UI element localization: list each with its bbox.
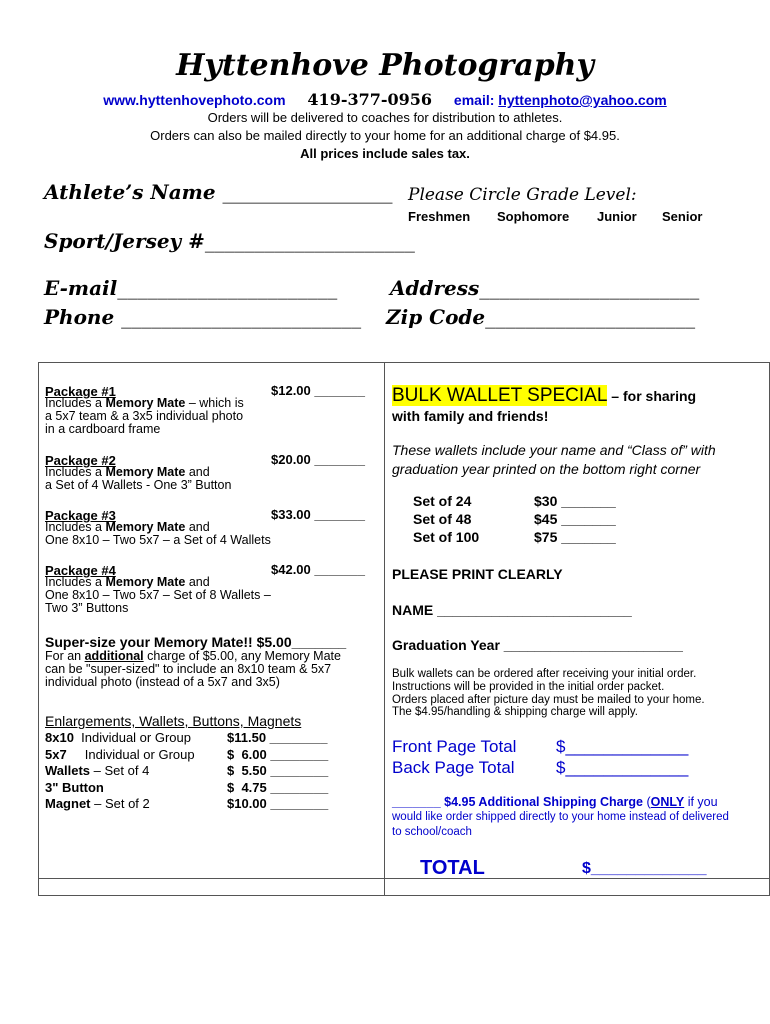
package-desc: and [185, 575, 210, 589]
mail-note: Orders can also be mailed directly to your home for an additional charge of $4.95. [150, 128, 620, 143]
bulk-header [392, 385, 696, 407]
sport-jersey-blank[interactable]: _____________________ [204, 229, 415, 253]
package-desc: Includes a [45, 465, 106, 479]
total-label: TOTAL [420, 857, 485, 879]
bulk-sharing-text: – for sharing [607, 388, 697, 404]
additional-text: additional [84, 649, 144, 663]
set-label: Set of 48 [413, 511, 472, 527]
set-price[interactable]: $75 _______ [534, 529, 616, 545]
shipping-charge-label: $4.95 Additional Shipping Charge [444, 795, 644, 809]
sport-jersey-field[interactable] [44, 229, 415, 253]
grade-sophomore[interactable]: Sophomore [497, 209, 570, 224]
column-divider [384, 362, 385, 896]
graduation-year-field[interactable]: Graduation Year _______________________ [392, 637, 683, 653]
print-clearly: PLEASE PRINT CLEARLY [392, 566, 563, 582]
package-desc: Two 3” Buttons [45, 601, 129, 615]
phone-field[interactable] [44, 305, 361, 329]
tax-note: All prices include sales tax. [300, 146, 470, 161]
shipping-desc: would like order shipped directly to your home instead of delivered [392, 811, 729, 823]
bulk-notes [392, 668, 705, 719]
memory-mate-text: Memory Mate [105, 465, 186, 479]
shipping-rest: if you [684, 795, 718, 809]
item-name: 3" Button [45, 779, 104, 795]
back-page-total-label: Back Page Total [392, 758, 515, 777]
bulk-set-row [413, 529, 643, 547]
package-desc: – which is [185, 396, 244, 410]
back-page-total-value[interactable]: $_____________ [556, 758, 689, 777]
item-name: 5x7 [45, 746, 67, 762]
address-blank[interactable]: ______________________ [479, 276, 700, 300]
item-price[interactable]: $ 4.75 ________ [227, 779, 329, 795]
enlargement-row [45, 796, 345, 813]
package-desc: in a cardboard frame [45, 422, 161, 436]
shipping-charge-line[interactable] [392, 795, 718, 809]
package-price[interactable]: $42.00 _______ [271, 562, 365, 577]
item-desc: Individual or Group [66, 746, 195, 762]
enlargement-row [45, 763, 345, 780]
package-3 [45, 507, 375, 547]
delivery-note: Orders will be delivered to coaches for distribution to athletes. [207, 110, 563, 125]
supersize-title[interactable]: Super-size your Memory Mate!! $5.00_______ [45, 634, 347, 650]
package-2 [45, 452, 375, 492]
grade-freshmen[interactable]: Freshmen [408, 209, 471, 224]
address-label: Address [390, 276, 480, 300]
package-price[interactable]: $20.00 _______ [271, 452, 365, 467]
zip-blank[interactable]: _____________________ [485, 305, 696, 329]
sport-jersey-label: Sport/Jersey # [44, 229, 205, 253]
athlete-name-field[interactable] [44, 180, 393, 204]
memory-mate-text: Memory Mate [105, 520, 186, 534]
package-1 [45, 383, 375, 436]
bulk-note: Orders placed after picture day must be mailed to your home. [392, 693, 705, 706]
website-link[interactable]: www.hyttenhovephoto.com [103, 92, 286, 108]
athlete-name-blank[interactable]: _________________ [222, 180, 393, 204]
package-desc: and [185, 465, 210, 479]
package-desc: a Set of 4 Wallets - One 3” Button [45, 478, 232, 492]
package-title: Package #3 [45, 508, 116, 523]
email-field-label: E-mail [44, 276, 118, 300]
item-desc: – Set of 4 [90, 763, 150, 778]
phone-number: 419-377-0956 [307, 90, 433, 109]
bottom-row-divider [38, 878, 770, 879]
total-value[interactable]: $_____________ [582, 860, 707, 877]
package-desc: and [185, 520, 210, 534]
package-title: Package #2 [45, 453, 116, 468]
package-desc: One 8x10 – Two 5x7 – Set of 8 Wallets – [45, 588, 271, 602]
bulk-wallet-title: BULK WALLET SPECIAL [392, 385, 608, 406]
supersize-desc: individual photo (instead of a 5x7 and 3x5) [45, 675, 280, 689]
front-page-total-value[interactable]: $_____________ [556, 737, 689, 756]
enlargements-list [45, 730, 345, 813]
package-price[interactable]: $12.00 _______ [271, 383, 365, 398]
enlargement-row [45, 780, 345, 797]
bulk-desc: graduation year printed on the bottom right corner [392, 461, 701, 477]
front-page-total-label: Front Page Total [392, 737, 517, 756]
package-desc: Includes a [45, 520, 106, 534]
enlargement-row [45, 730, 345, 747]
supersize-desc: can be "super-sized" to include an 8x10 team & 5x7 [45, 662, 332, 676]
package-price[interactable]: $33.00 _______ [271, 507, 365, 522]
set-label: Set of 24 [413, 493, 472, 509]
email-field[interactable] [44, 276, 337, 300]
email-link[interactable]: hyttenphoto@yahoo.com [498, 92, 667, 108]
memory-mate-text: Memory Mate [105, 575, 186, 589]
supersize-desc: For an [45, 649, 85, 663]
bulk-note: Instructions will be provided in the initial order packet. [392, 680, 665, 693]
phone-field-label: Phone [44, 305, 115, 329]
item-desc: Individual or Group [73, 730, 191, 745]
set-price[interactable]: $45 _______ [534, 511, 616, 527]
bulk-set-row [413, 511, 643, 529]
item-name: Magnet [45, 796, 91, 811]
bulk-sets [413, 493, 643, 547]
bulk-subtitle: with family and friends! [392, 408, 549, 424]
set-label: Set of 100 [413, 529, 480, 545]
package-desc: Includes a [45, 396, 106, 410]
package-title: Package #1 [45, 384, 116, 399]
address-field[interactable] [390, 276, 699, 300]
grade-label: Please Circle Grade Level: [408, 185, 637, 205]
bulk-set-row [413, 493, 643, 511]
item-desc: – Set of 2 [90, 796, 150, 811]
shipping-desc: to school/coach [392, 826, 472, 838]
supersize-section [45, 634, 380, 689]
package-title: Package #4 [45, 563, 116, 578]
page-title: Hyttenhove Photography [176, 48, 594, 83]
item-name: Wallets [45, 763, 91, 778]
zip-field[interactable] [386, 305, 695, 329]
shipping-paren: ( [643, 795, 651, 809]
email-field-blank[interactable]: ______________________ [117, 276, 338, 300]
package-desc: a 5x7 team & a 3x5 individual photo [45, 409, 244, 423]
shipping-blank[interactable]: _______ [392, 795, 445, 809]
email-label: email: [453, 92, 495, 108]
package-desc: One 8x10 – Two 5x7 – a Set of 4 Wallets [45, 533, 271, 547]
phone-field-blank[interactable]: ________________________ [121, 305, 362, 329]
contact-line [0, 90, 770, 109]
bulk-name-field[interactable]: NAME _________________________ [392, 602, 632, 618]
zip-label: Zip Code [386, 305, 486, 329]
item-price[interactable]: $10.00 ________ [227, 796, 329, 811]
supersize-desc: charge of $5.00, any Memory Mate [143, 649, 341, 663]
item-price[interactable]: $ 6.00 ________ [227, 746, 329, 762]
item-name: 8x10 [45, 730, 74, 745]
bulk-desc: These wallets include your name and “Class of” with [392, 442, 716, 458]
grade-junior[interactable]: Junior [597, 209, 637, 224]
bulk-note: Bulk wallets can be ordered after receiving your initial order. [392, 668, 697, 680]
enlargements-title: Enlargements, Wallets, Buttons, Magnets [45, 713, 302, 729]
item-price[interactable]: $ 5.50 ________ [227, 763, 329, 778]
package-desc: Includes a [45, 575, 106, 589]
enlargement-row [45, 747, 345, 764]
item-price[interactable]: $11.50 ________ [227, 730, 328, 745]
bulk-note: The $4.95/handling & shipping charge will apply. [392, 706, 638, 719]
athlete-name-label: Athlete’s Name [44, 180, 216, 204]
grade-senior[interactable]: Senior [662, 209, 703, 224]
memory-mate-text: Memory Mate [105, 396, 186, 410]
set-price[interactable]: $30 _______ [534, 493, 616, 509]
package-4 [45, 562, 375, 615]
shipping-only: ONLY [650, 795, 685, 809]
